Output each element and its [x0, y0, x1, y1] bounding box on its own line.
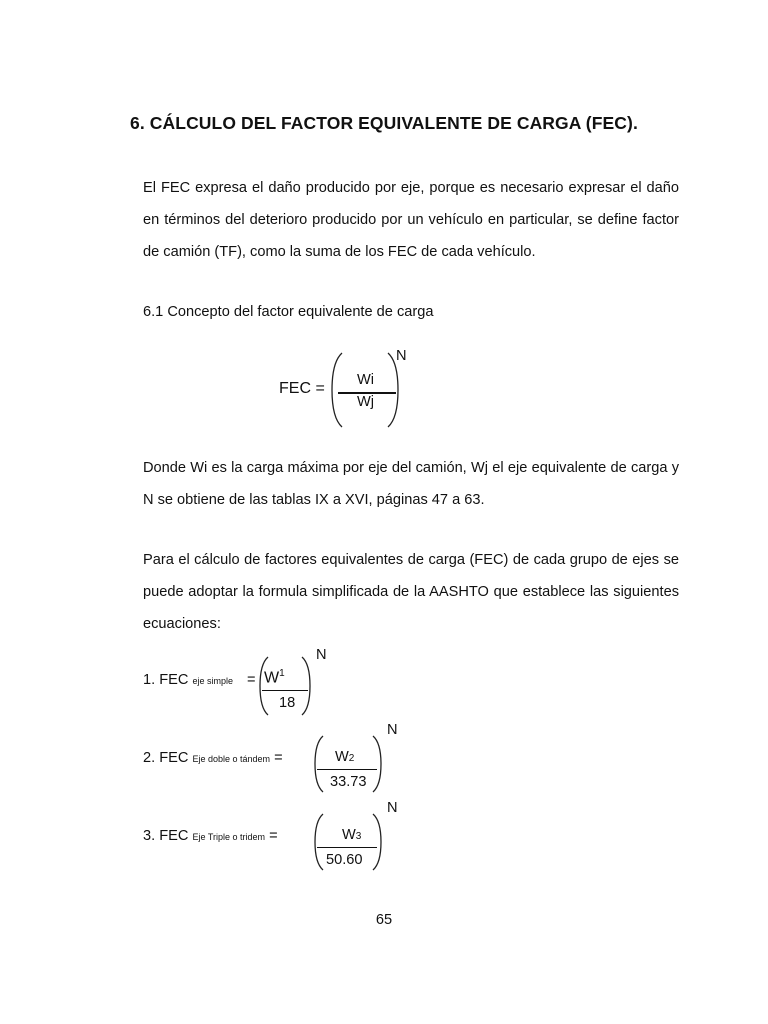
fraction-bar: [262, 690, 308, 691]
equation-denominator: 50.60: [326, 852, 363, 868]
formula-lhs: FEC =: [279, 380, 325, 397]
equation-exponent: N: [387, 800, 398, 816]
numerator-superscript: 1: [279, 668, 285, 679]
equation-lead: 2. FEC: [143, 750, 189, 766]
formula-denominator: Wj: [357, 394, 375, 410]
numerator-subscript: 2: [348, 753, 355, 764]
aashto-paragraph: Para el cálculo de factores equivalentes de carga (FEC) de cada grupo de ejes se puede adoptar la formula simplificada de la AASHTO que establece las siguientes ecuaciones:: [143, 552, 679, 632]
equation-subscript: Eje doble o tándem: [192, 754, 271, 764]
equals-sign: =: [274, 750, 283, 766]
formula-exponent: N: [396, 348, 407, 364]
page-number: 65: [375, 912, 393, 928]
equation-numerator: W: [335, 749, 349, 765]
equation-numerator: W: [264, 669, 280, 687]
equation-lead: 3. FEC: [143, 828, 189, 844]
equation-exponent: N: [316, 647, 327, 663]
formula-brackets: [330, 350, 400, 430]
definition-paragraph: Donde Wi es la carga máxima por eje del camión, Wj el eje equivalente de carga y N se obtiene de las tablas IX a XVI, páginas 47 a 63.: [143, 460, 679, 508]
fraction-bar: [317, 847, 377, 848]
equation-subscript: Eje Triple o tridem: [192, 832, 266, 842]
equation-denominator: 33.73: [330, 774, 367, 790]
section-heading: 6.1 Concepto del factor equivalente de carga: [143, 304, 434, 320]
equation-subscript: eje simple: [192, 676, 234, 686]
equals-sign: =: [247, 672, 256, 688]
formula-numerator: Wi: [357, 372, 375, 388]
numerator-subscript: 3: [355, 831, 362, 842]
page-title: 6. CÁLCULO DEL FACTOR EQUIVALENTE DE CARGA (FEC).: [130, 113, 638, 133]
equation-exponent: N: [387, 722, 398, 738]
intro-paragraph: El FEC expresa el daño producido por eje, porque es necesario expresar el daño en términos del deterioro producido por un vehículo en particular, se define factor de camión (TF), como la suma de los FEC de cada vehículo.: [143, 180, 679, 260]
equation-numerator: W: [342, 827, 356, 843]
fraction-bar: [317, 769, 377, 770]
equation-lead: 1. FEC: [143, 672, 189, 688]
equation-denominator: 18: [279, 695, 296, 711]
equals-sign: =: [269, 828, 278, 844]
